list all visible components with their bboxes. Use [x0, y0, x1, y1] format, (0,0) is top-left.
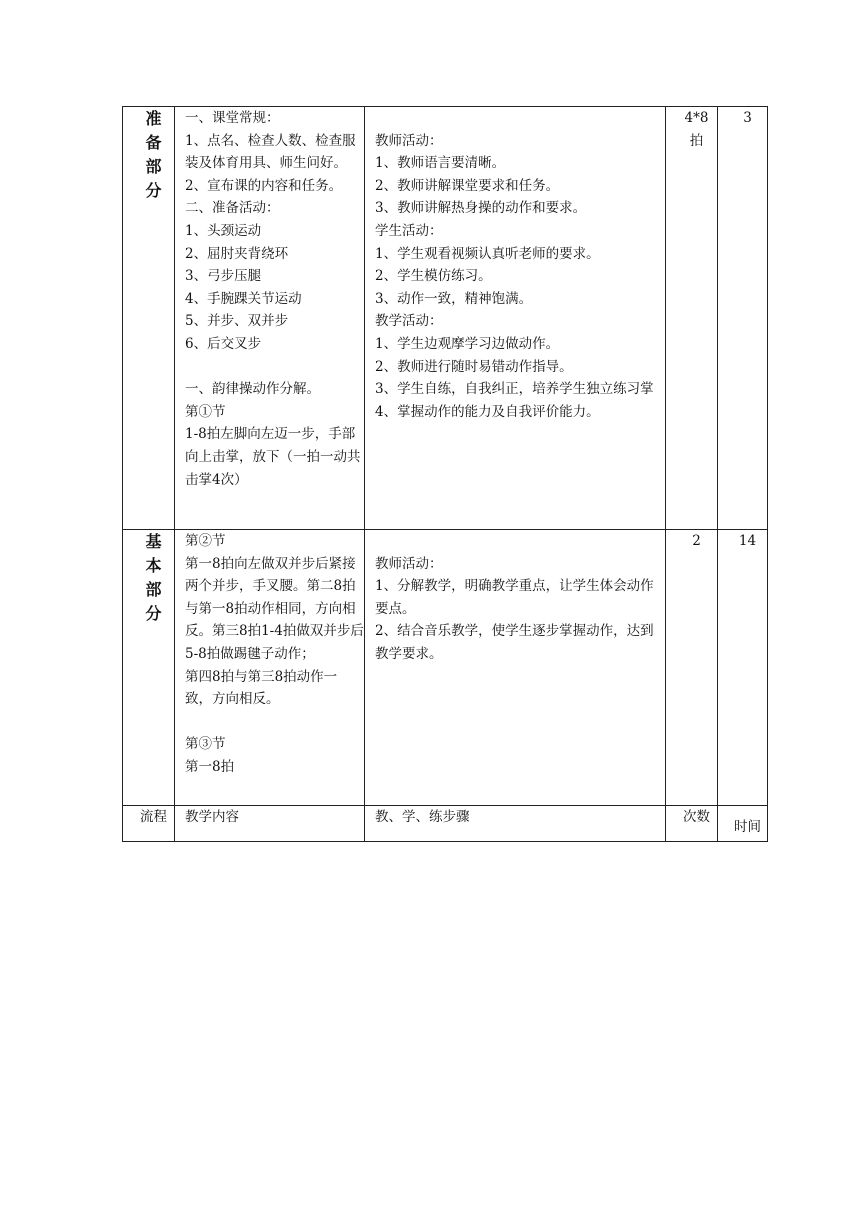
steps-line: 学生活动： — [375, 222, 443, 239]
basic-steps-cell — [365, 530, 666, 806]
prep-time-cell: 3 — [718, 107, 768, 530]
basic-count-cell: 2 — [666, 530, 718, 806]
section-char: 本 — [145, 556, 162, 575]
content-line: 4、手腕踝关节运动 — [185, 290, 302, 307]
content-line: 1-8拍左脚向左迈一步，手部向上击掌，放下（一拍一动共击掌4次） — [185, 426, 361, 488]
content-line: 第②节 — [185, 533, 226, 549]
content-line: 1、点名、检查人数、检查服装及体育用具、师生问好。 — [185, 132, 356, 172]
steps-line: 教学活动： — [375, 313, 443, 330]
content-line: 2、屈肘夹背绕环 — [185, 245, 289, 262]
blank-line — [185, 356, 364, 379]
steps-line: 1、学生边观摩学习边做动作。 — [375, 335, 560, 352]
prep-steps-cell — [365, 107, 666, 530]
content-line: 第③节 — [185, 736, 226, 753]
steps-line: 3、动作一致，精神饱满。 — [375, 290, 533, 307]
prep-count-cell — [666, 107, 718, 530]
table-row-prep — [123, 107, 768, 530]
steps-line: 3、学生自练，自我纠正，培养学生独立练习掌 — [375, 381, 654, 398]
count-unit: 拍 — [689, 132, 704, 149]
steps-line: 2、教师进行随时易错动作指导。 — [375, 358, 573, 375]
content-line: 1、头颈运动 — [185, 222, 262, 239]
content-line: 第四8拍与第三8拍动作一致，方向相反。 — [185, 668, 338, 708]
steps-line: 1、学生观看视频认真听老师的要求。 — [375, 245, 600, 262]
basic-time-cell: 14 — [718, 530, 768, 806]
content-line: 二、准备活动： — [185, 200, 280, 217]
blank-line — [185, 711, 364, 734]
section-char: 基 — [145, 532, 162, 551]
steps-line: 2、教师讲解课堂要求和任务。 — [375, 177, 560, 194]
steps-line: 教师活动： — [375, 132, 443, 149]
steps-line: 2、学生模仿练习。 — [375, 268, 492, 285]
lesson-plan-table — [122, 106, 768, 842]
content-line: 6、后交叉步 — [185, 335, 262, 352]
table-row-basic — [123, 530, 768, 806]
content-line: 2、宣布课的内容和任务。 — [185, 177, 343, 194]
header-count: 次数 — [666, 806, 718, 842]
section-label-prep — [123, 107, 175, 530]
section-label-basic — [123, 530, 175, 806]
steps-line: 1、教师语言要清晰。 — [375, 155, 506, 172]
section-char: 部 — [145, 580, 162, 599]
section-char: 备 — [145, 133, 162, 152]
content-line: 5、并步、双并步 — [185, 313, 289, 330]
top-gap — [375, 530, 665, 553]
header-flow: 流程 — [123, 806, 175, 842]
content-line: 一、韵律操动作分解。 — [185, 381, 320, 398]
basic-content-cell — [175, 530, 365, 806]
content-line: 第一8拍 — [185, 758, 235, 775]
steps-line: 3、教师讲解热身操的动作和要求。 — [375, 200, 587, 217]
steps-line: 2、结合音乐教学，使学生逐步掌握动作，达到教学要求。 — [375, 623, 654, 662]
header-time: 时间 — [718, 806, 768, 842]
content-line: 3、弓步压腿 — [185, 268, 262, 285]
content-line: 一、课堂常规： — [185, 110, 280, 126]
count-value: 4*8 — [684, 110, 709, 126]
steps-line: 1、分解教学，明确教学重点，让学生体会动作要点。 — [375, 578, 654, 617]
section-char: 准 — [145, 109, 162, 128]
section-char: 分 — [145, 181, 162, 200]
top-gap — [375, 107, 665, 130]
content-line: 第一8拍向左做双并步后紧接两个并步，手叉腰。第二8拍与第一8拍动作相同，方向相反。第三8拍1-4拍做双并步后5-8拍做踢毽子动作； — [185, 555, 364, 662]
header-content: 教学内容 — [175, 806, 365, 842]
table-header-row — [123, 806, 768, 842]
steps-line: 4、掌握动作的能力及自我评价能力。 — [375, 403, 600, 420]
content-line: 第①节 — [185, 403, 226, 420]
prep-content-cell — [175, 107, 365, 530]
header-steps: 教、学、练步骤 — [365, 806, 666, 842]
section-char: 部 — [145, 157, 162, 176]
steps-line: 教师活动： — [375, 555, 443, 572]
section-char: 分 — [145, 604, 162, 623]
